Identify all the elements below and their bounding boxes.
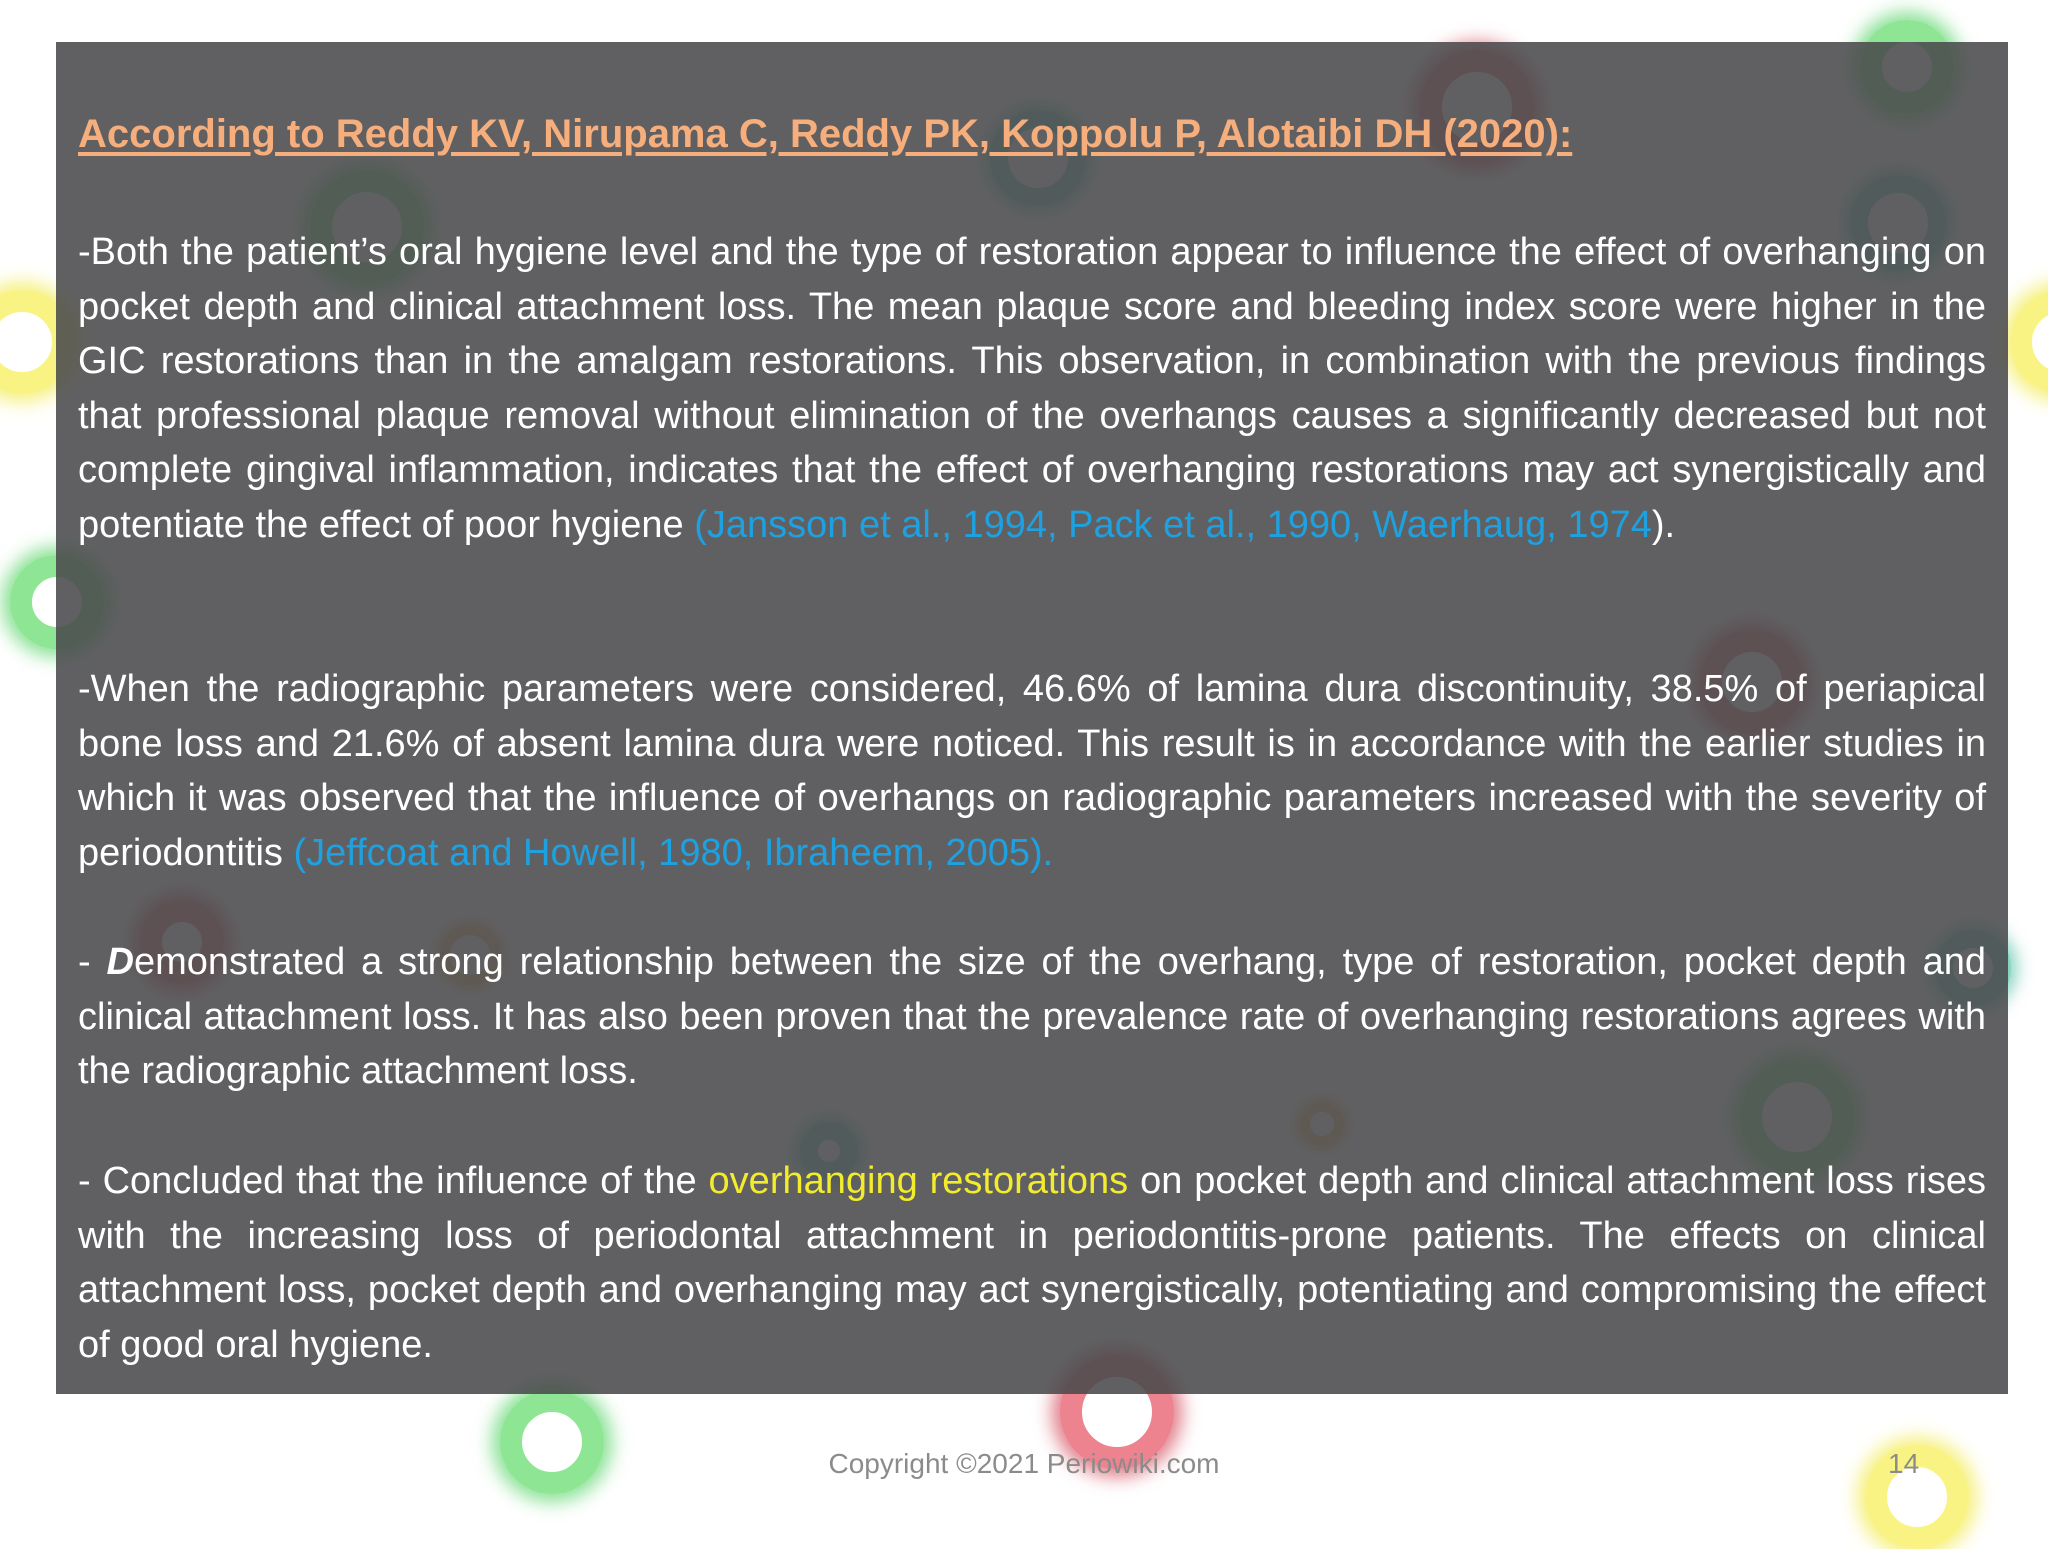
slide-heading: According to Reddy KV, Nirupama C, Reddy PK, Koppolu P, Alotaibi DH (2020): — [78, 112, 1573, 156]
decorative-ring — [2010, 290, 2048, 394]
paragraph-relationship — [78, 935, 1986, 1099]
highlighted-term: overhanging restorations — [708, 1160, 1129, 1202]
citation-link: (Jeffcoat and Howell, 1980, Ibraheem, 2005). — [293, 831, 1054, 874]
paragraph-text: -Both the patient’s oral hygiene level and the type of restoration appear to influence the effect of overhanging on pocket depth and clinical attachment loss. The mean plaque score and bleeding index score were higher in the GIC restorations than in the amalgam restorations. This observation, in combination with the previous findings that professional plaque removal without elimination of the overhangs causes a significantly decreased but not complete gingival inflammation, indicates that the effect of overhanging restorations may act synergistically and potentiate the effect of poor hygiene — [78, 231, 1986, 546]
page-number: 14 — [1888, 1448, 1920, 1479]
footer-copyright: Copyright ©2021 Periowiki.com — [828, 1448, 1220, 1479]
paragraph-oral-hygiene — [78, 225, 1986, 552]
emphasis-letter: D — [106, 941, 134, 983]
paragraph-prefix: - — [78, 941, 107, 983]
paragraph-text: emonstrated a strong relationship between the size of the overhang, type of restoration, pocket depth and clinical attachment loss. It has also been proven that the prevalence rate of overhanging restorations agrees with the radiographic attachment loss. — [78, 941, 1987, 1092]
paragraph-tail: ). — [1651, 503, 1676, 546]
paragraph-text: -When the radiographic parameters were considered, 46.6% of lamina dura discontinuity, 38.5% of periapical bone loss and 21.6% of absent lamina dura were noticed. This result is in accordance with the earlier studies in which it was observed that the influence of overhangs on radiographic parameters increased with the severity of periodontitis — [78, 668, 1986, 874]
paragraph-prefix: - Concluded that the influence of the — [78, 1160, 709, 1202]
paragraph-radiographic — [78, 662, 1986, 880]
paragraph-conclusion — [78, 1154, 1986, 1372]
citation-link: (Jansson et al., 1994, Pack et al., 1990, Waerhaug, 1974 — [694, 503, 1652, 546]
paragraph-text: on pocket depth and clinical attachment loss rises with the increasing loss of periodontal attachment in periodontitis-prone patients. The effects on clinical attachment loss, pocket depth and overhanging may act synergistically, potentiating and compromising the effect of good oral hygiene. — [78, 1160, 1986, 1366]
